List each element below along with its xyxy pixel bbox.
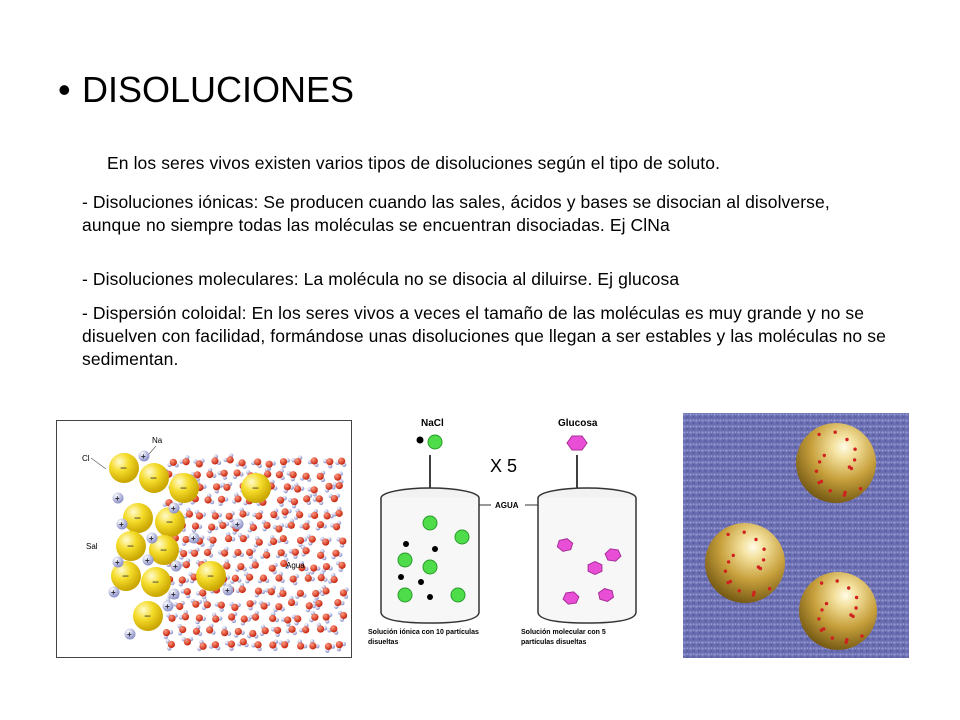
glucose-icon <box>567 436 587 450</box>
sodium-particle <box>418 579 424 585</box>
caption-molecular-line1: Solución molecular con 5 <box>521 629 606 636</box>
chloride-ion <box>169 473 199 503</box>
svg-text:−: − <box>180 481 188 495</box>
chloride-ion <box>141 567 171 597</box>
chloride-particle <box>423 560 437 574</box>
chloride-ion <box>196 561 226 591</box>
svg-text:+: + <box>171 504 176 513</box>
svg-text:+: + <box>115 494 120 503</box>
colloidal-illustration <box>683 413 909 658</box>
chloride-ion <box>123 503 153 533</box>
sodium-ion <box>163 601 174 612</box>
caption-ionic-line1: Solución iónica con 10 partículas <box>368 629 479 636</box>
label-glucosa: Glucosa <box>558 418 598 429</box>
ionic-dissolution-illustration <box>56 420 352 658</box>
svg-text:+: + <box>145 556 150 565</box>
cl-ion-icon <box>428 435 442 449</box>
beakers-illustration <box>363 412 663 662</box>
caption-molecular-line2: partículas disueltas <box>521 639 587 646</box>
svg-text:−: − <box>150 471 158 485</box>
ionic-dissolution-figure <box>56 420 352 658</box>
ionic-solutions-paragraph: - Disoluciones iónicas: Se producen cuando las sales, ácidos y bases se disocian al disolverse, aunque no siempre todas las moléculas se encuentran disociadas. Ej ClNa <box>82 192 830 235</box>
sodium-ion <box>113 493 124 504</box>
sodium-ion <box>143 555 154 566</box>
chloride-ion <box>241 473 271 503</box>
svg-text:+: + <box>119 520 124 529</box>
label-sal: Sal <box>86 542 98 551</box>
sodium-ion <box>223 585 234 596</box>
colloid-sphere <box>705 523 785 603</box>
svg-text:−: − <box>122 569 130 583</box>
svg-text:+: + <box>149 534 154 543</box>
sodium-ion <box>117 519 128 530</box>
chloride-ion <box>109 453 139 483</box>
sodium-particle <box>432 546 438 552</box>
sodium-ion <box>113 557 124 568</box>
colloid-sphere <box>796 423 876 503</box>
sodium-particle <box>403 541 409 547</box>
sodium-particle <box>398 574 404 580</box>
caption-ionic-line2: disueltas <box>368 639 399 646</box>
label-multiplier: X 5 <box>490 456 518 476</box>
svg-text:+: + <box>165 602 170 611</box>
svg-text:+: + <box>225 586 230 595</box>
svg-text:−: − <box>160 543 168 557</box>
chloride-particle <box>423 516 437 530</box>
sodium-ion <box>109 587 120 598</box>
colloid-sphere <box>799 572 877 650</box>
chloride-particle <box>398 588 412 602</box>
sodium-ion <box>233 519 244 530</box>
chloride-ion <box>139 463 169 493</box>
sodium-particle <box>427 594 433 600</box>
right-beaker <box>538 498 636 623</box>
svg-text:−: − <box>166 515 174 529</box>
sodium-ion <box>169 503 180 514</box>
sodium-ion <box>171 561 182 572</box>
chloride-particle <box>455 530 469 544</box>
svg-text:−: − <box>120 461 128 475</box>
svg-text:+: + <box>235 520 240 529</box>
title-text: DISOLUCIONES <box>82 69 355 110</box>
svg-text:+: + <box>173 562 178 571</box>
svg-text:+: + <box>111 588 116 597</box>
na-ion-icon <box>417 437 424 444</box>
chloride-particle <box>398 553 412 567</box>
label-agua: Agua <box>286 561 305 570</box>
colloidal-dispersion-paragraph: - Dispersión coloidal: En los seres vivos a veces el tamaño de las moléculas es muy grande y no se disuelven con facilidad, formándose unas disoluciones que llegan a ser estables y las moléculas no se sedimentan. <box>82 303 886 369</box>
intro-paragraph: En los seres vivos existen varios tipos de disoluciones según el tipo de soluto. <box>107 153 721 173</box>
molecular-solutions-paragraph: - Disoluciones moleculares: La molécula no se disocia al diluirse. Ej glucosa <box>82 269 680 289</box>
chloride-ion <box>133 601 163 631</box>
beakers-figure <box>363 412 663 662</box>
svg-text:−: − <box>144 609 152 623</box>
svg-text:−: − <box>207 569 215 583</box>
svg-text:−: − <box>252 481 260 495</box>
sodium-ion <box>169 589 180 600</box>
svg-text:−: − <box>134 511 142 525</box>
svg-text:+: + <box>141 452 146 461</box>
slide-title <box>58 68 354 112</box>
chloride-ion <box>116 531 146 561</box>
sodium-ion <box>139 451 150 462</box>
svg-text:−: − <box>152 575 160 589</box>
svg-text:+: + <box>127 630 132 639</box>
svg-text:+: + <box>115 558 120 567</box>
svg-text:−: − <box>127 539 135 553</box>
chloride-particle <box>451 588 465 602</box>
label-agua-beaker: AGUA <box>495 501 519 510</box>
sodium-ion <box>125 629 136 640</box>
label-nacl: NaCl <box>421 418 444 429</box>
title-bullet: • <box>58 69 71 110</box>
svg-text:+: + <box>171 590 176 599</box>
label-cl: Cl <box>82 454 90 463</box>
colloidal-dispersion-figure <box>683 413 909 658</box>
sodium-ion <box>189 533 200 544</box>
label-na: Na <box>152 436 163 445</box>
svg-text:+: + <box>191 534 196 543</box>
sodium-ion <box>147 533 158 544</box>
glucose-particle <box>588 562 602 575</box>
